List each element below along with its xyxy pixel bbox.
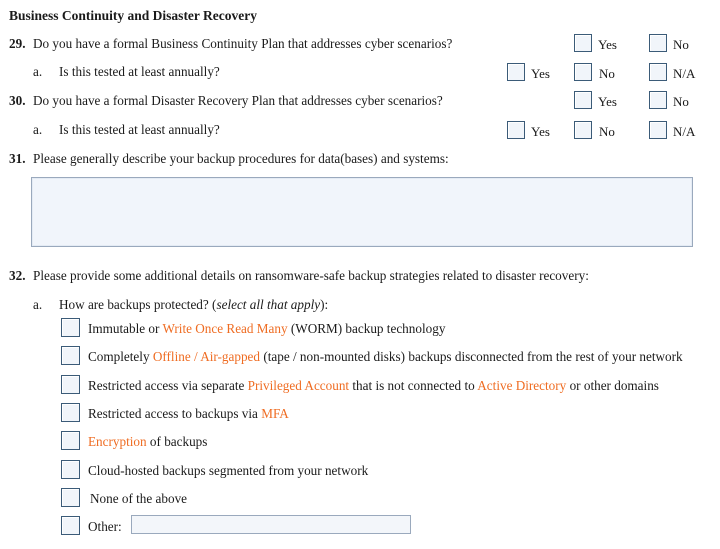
q32-number: 32. bbox=[9, 268, 26, 283]
section-title: Business Continuity and Disaster Recovery bbox=[9, 8, 258, 23]
encryption-checkbox[interactable] bbox=[61, 431, 80, 450]
q30a-no-label: No bbox=[599, 124, 615, 139]
other-checkbox[interactable] bbox=[61, 516, 80, 535]
active-directory-link[interactable]: Active Directory bbox=[477, 378, 567, 393]
other-text-field[interactable] bbox=[131, 515, 411, 534]
q30a-yes-checkbox[interactable] bbox=[507, 121, 525, 139]
worm-label-pre: Immutable or bbox=[88, 321, 163, 336]
q31-text: Please generally describe your backup procedures for data(bases) and systems: bbox=[33, 151, 449, 166]
other-label: Other: bbox=[88, 519, 122, 534]
none-of-the-above-label: None of the above bbox=[90, 491, 188, 506]
q32a-prompt-prefix: How are backups protected? ( bbox=[59, 297, 217, 312]
q29-number: 29. bbox=[9, 36, 26, 51]
q29-text: Do you have a formal Business Continuity Plan that addresses cyber scenarios? bbox=[33, 36, 453, 51]
encryption-link[interactable]: Encryption bbox=[88, 434, 147, 449]
q30-text: Do you have a formal Disaster Recovery Plan that addresses cyber scenarios? bbox=[33, 93, 443, 108]
mfa-label-pre: Restricted access to backups via bbox=[88, 406, 262, 421]
worm-label-post: (WORM) backup technology bbox=[287, 321, 446, 336]
q30a-na-label: N/A bbox=[673, 124, 696, 139]
q30-yes-checkbox[interactable] bbox=[574, 91, 592, 109]
q30-no-checkbox[interactable] bbox=[649, 91, 667, 109]
q31-number: 31. bbox=[9, 151, 26, 166]
offline-label-pre: Completely bbox=[88, 349, 153, 364]
q30a-no-checkbox[interactable] bbox=[574, 121, 592, 139]
privileged-account-link[interactable]: Privileged Account bbox=[247, 378, 350, 393]
offline-airgapped-label bbox=[88, 349, 683, 365]
cloud-hosted-checkbox[interactable] bbox=[61, 460, 80, 479]
q29-no-checkbox[interactable] bbox=[649, 34, 667, 52]
backup-procedures-textarea[interactable] bbox=[31, 177, 693, 247]
privileged-account-checkbox[interactable] bbox=[61, 375, 80, 394]
mfa-label bbox=[88, 406, 289, 422]
q32a-prompt bbox=[59, 297, 328, 313]
q30a-letter: a. bbox=[33, 122, 43, 137]
q29a-no-checkbox[interactable] bbox=[574, 63, 592, 81]
privileged-label-pre: Restricted access via separate bbox=[88, 378, 248, 393]
worm-label bbox=[88, 321, 445, 337]
q29a-no-label: No bbox=[599, 66, 615, 81]
q32a-prompt-suffix: ): bbox=[320, 297, 329, 312]
worm-link[interactable]: Write Once Read Many bbox=[162, 321, 288, 336]
encryption-label-post: of backups bbox=[146, 434, 208, 449]
q29a-na-label: N/A bbox=[673, 66, 696, 81]
privileged-account-label bbox=[88, 378, 659, 394]
offline-airgapped-link[interactable]: Offline / Air-gapped bbox=[152, 349, 261, 364]
q29a-yes-checkbox[interactable] bbox=[507, 63, 525, 81]
q30-yes-label: Yes bbox=[598, 94, 617, 109]
q32-text: Please provide some additional details on ransomware-safe backup strategies related to disaster recovery: bbox=[33, 268, 589, 283]
q29-no-label: No bbox=[673, 37, 689, 52]
offline-airgapped-checkbox[interactable] bbox=[61, 346, 80, 365]
encryption-label bbox=[88, 434, 207, 450]
q29a-letter: a. bbox=[33, 64, 43, 79]
worm-checkbox[interactable] bbox=[61, 318, 80, 337]
none-of-the-above-checkbox[interactable] bbox=[61, 488, 80, 507]
offline-label-post: (tape / non-mounted disks) backups disconnected from the rest of your network bbox=[260, 349, 683, 364]
q29-yes-checkbox[interactable] bbox=[574, 34, 592, 52]
cloud-hosted-label: Cloud-hosted backups segmented from your network bbox=[88, 463, 369, 478]
q29a-yes-label: Yes bbox=[531, 66, 550, 81]
privileged-label-post: or other domains bbox=[566, 378, 659, 393]
q32a-prompt-italic: select all that apply bbox=[216, 297, 321, 312]
q30a-text: Is this tested at least annually? bbox=[59, 122, 220, 137]
q30a-yes-label: Yes bbox=[531, 124, 550, 139]
q32a-letter: a. bbox=[33, 297, 43, 312]
mfa-link[interactable]: MFA bbox=[261, 406, 289, 421]
q29a-text: Is this tested at least annually? bbox=[59, 64, 220, 79]
mfa-checkbox[interactable] bbox=[61, 403, 80, 422]
q29a-na-checkbox[interactable] bbox=[649, 63, 667, 81]
q30-number: 30. bbox=[9, 93, 26, 108]
privileged-label-mid: that is not connected to bbox=[349, 378, 478, 393]
q29-yes-label: Yes bbox=[598, 37, 617, 52]
q30-no-label: No bbox=[673, 94, 689, 109]
q30a-na-checkbox[interactable] bbox=[649, 121, 667, 139]
